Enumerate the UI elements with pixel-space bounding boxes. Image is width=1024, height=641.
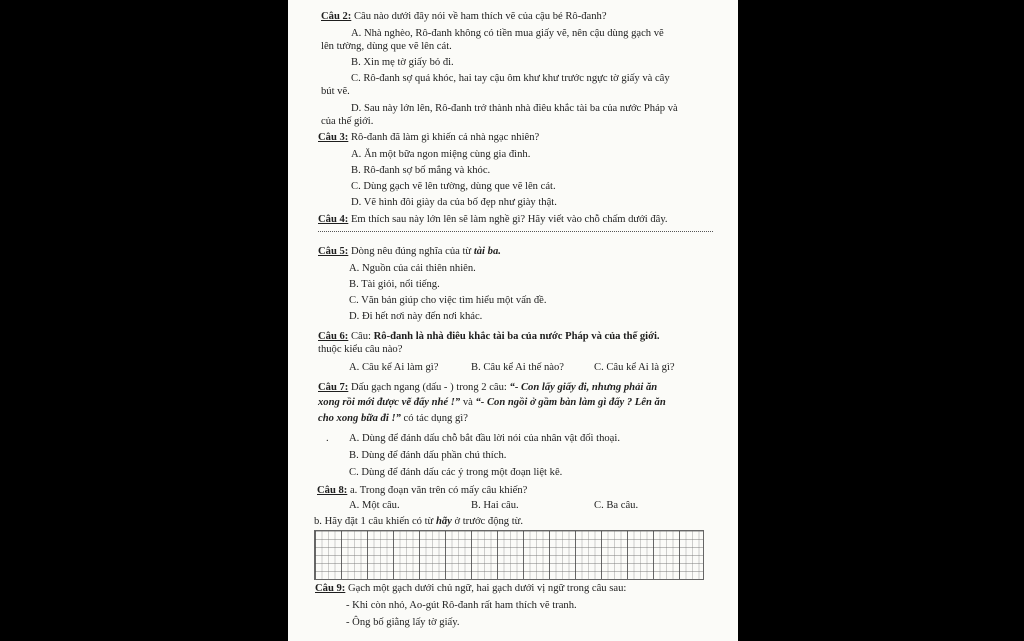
question-5 — [318, 245, 501, 258]
worksheet-page — [288, 0, 738, 641]
question-3-text: Rô-đanh đã làm gì khiến cả nhà ngạc nhiên? — [348, 132, 540, 143]
question-4-text: Em thích sau này lớn lên sẽ làm nghề gì? Hãy viết vào chỗ chấm dưới đây. — [348, 214, 668, 225]
question-8-part-b — [314, 515, 523, 528]
question-5-option-d: D. Đi hết nơi này đến nơi khác. — [349, 311, 483, 322]
question-5-option-a: A. Nguồn của cải thiên nhiên. — [349, 263, 476, 274]
question-3-option-c: C. Dùng gạch vẽ lên tường, dùng que vẽ lên cát. — [351, 181, 556, 192]
question-5-term: tài ba. — [473, 246, 501, 257]
question-7-pre: Dấu gạch ngang (dấu - ) trong 2 câu: — [348, 382, 510, 393]
question-7-sentence2-a: “- Con ngồi ở gầm bàn làm gì đấy ? Lên ăn — [475, 397, 666, 408]
question-6-pre: Câu: — [348, 331, 374, 342]
question-2-option-d-line2: của thế giới. — [321, 116, 374, 127]
question-4-label: Câu 4: — [318, 214, 349, 225]
question-8-option-b: B. Hai câu. — [471, 500, 519, 511]
question-7 — [318, 381, 657, 394]
question-6-quote: Rô-đanh là nhà điêu khắc tài ba của nước Pháp và của thế giới. — [373, 331, 660, 342]
question-7-sentence2-b: cho xong bữa đi !” — [318, 413, 401, 424]
question-2-option-c-line2: bút vẽ. — [321, 86, 350, 97]
question-2-text: Câu nào dưới đây nói về ham thích vẽ của cậu bé Rô-đanh? — [351, 11, 607, 22]
question-2-option-d-line1: D. Sau này lớn lên, Rô-đanh trở thành nhà điêu khắc tài ba của nước Pháp và — [351, 103, 678, 114]
question-5-option-b: B. Tài giỏi, nổi tiếng. — [349, 279, 440, 290]
question-2-option-a-line2: lên tường, dùng que vẽ lên cát. — [321, 41, 452, 52]
question-7-option-c: C. Dùng để đánh dấu các ý trong một đoạn liệt kê. — [349, 467, 563, 478]
question-8 — [317, 484, 527, 497]
question-5-option-c: C. Văn bản giúp cho việc tìm hiểu một vấn đề. — [349, 295, 547, 306]
question-3-option-b: B. Rô-đanh sợ bố mắng và khóc. — [351, 165, 491, 176]
question-6-label: Câu 6: — [318, 331, 349, 342]
question-7-line3 — [318, 412, 468, 425]
question-9-sentence-2: - Ông bố giằng lấy tờ giấy. — [346, 617, 460, 628]
question-3-option-a: A. Ăn một bữa ngon miệng cùng gia đình. — [351, 149, 531, 160]
question-7-post: có tác dụng gì? — [400, 413, 468, 424]
question-5-label: Câu 5: — [318, 246, 349, 257]
question-7-option-b: B. Dùng để đánh dấu phần chú thích. — [349, 450, 507, 461]
question-2-option-b: B. Xin mẹ tờ giấy bỏ đi. — [351, 57, 454, 68]
question-6-option-a: A. Câu kể Ai làm gì? — [349, 362, 439, 373]
question-2 — [321, 10, 607, 23]
handwriting-grid — [314, 530, 704, 580]
question-2-option-a-line1: A. Nhà nghèo, Rô-đanh không có tiền mua giấy vẽ, nên cậu dùng gạch vẽ — [351, 28, 664, 39]
stray-mark: . — [326, 433, 329, 444]
answer-dotted-line — [318, 231, 713, 232]
question-8-part-b-post: ở trước động từ. — [451, 516, 524, 527]
question-8-part-b-word: hãy — [435, 516, 452, 527]
question-3-label: Câu 3: — [318, 132, 349, 143]
question-9-sentence-1: - Khi còn nhỏ, Ao-gút Rô-đanh rất ham thích vẽ tranh. — [346, 600, 577, 611]
question-8-text: a. Trong đoạn văn trên có mấy câu khiến? — [347, 485, 528, 496]
question-4 — [318, 213, 668, 226]
question-5-text: Dòng nêu đúng nghĩa của từ — [348, 246, 474, 257]
question-9 — [315, 582, 626, 595]
question-2-label: Câu 2: — [321, 11, 352, 22]
question-6 — [318, 330, 660, 343]
question-6-option-b: B. Câu kể Ai thế nào? — [471, 362, 564, 373]
question-9-label: Câu 9: — [315, 583, 346, 594]
question-2-option-c-line1: C. Rô-đanh sợ quá khóc, hai tay cậu ôm khư khư trước ngực tờ giấy và cây — [351, 73, 670, 84]
question-7-label: Câu 7: — [318, 382, 349, 393]
question-8-option-c: C. Ba câu. — [594, 500, 639, 511]
question-7-and: và — [460, 397, 476, 408]
question-7-option-a: A. Dùng để đánh dấu chỗ bắt đầu lời nói của nhân vật đối thoại. — [349, 433, 620, 444]
question-6-cont: thuộc kiểu câu nào? — [318, 344, 403, 355]
question-3 — [318, 131, 539, 144]
question-8-label: Câu 8: — [317, 485, 348, 496]
question-8-option-a: A. Một câu. — [349, 500, 400, 511]
question-7-line2 — [318, 396, 666, 409]
question-3-option-d: D. Vẽ hình đôi giày da của bố đẹp như giày thật. — [351, 197, 557, 208]
question-6-option-c: C. Câu kể Ai là gì? — [594, 362, 675, 373]
question-7-sentence1-b: xong rồi mới được vẽ đấy nhé !” — [318, 397, 461, 408]
question-9-text: Gạch một gạch dưới chủ ngữ, hai gạch dưới vị ngữ trong câu sau: — [345, 583, 627, 594]
question-7-sentence1-a: “- Con lấy giấy đi, nhưng phải ăn — [509, 382, 658, 393]
question-8-part-b-pre: b. Hãy đặt 1 câu khiến có từ — [314, 516, 436, 527]
